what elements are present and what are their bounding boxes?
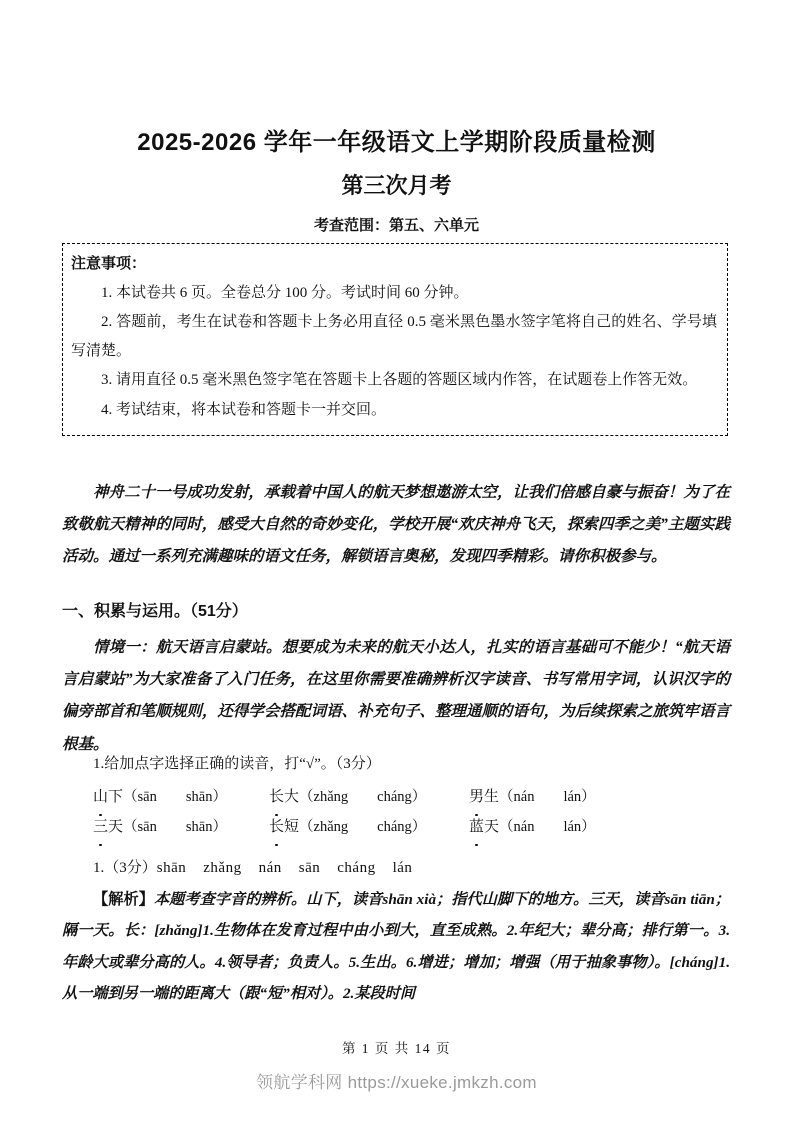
- analysis-text: 本题考查字音的辨析。山下，读音shān xià；指代山脚下的地方。三天，读音sān tiān；隔一天。长：[zhǎng]1.生物体在发育过程中由小到大，直至成熟。2.年纪大；辈分高；排行第一。3.年龄大或辈分高的人。4.领导者；负责人。5.生出。6.增进；增加；增强（用于抽象事物）。[cháng]1.从一端到另一端的距离大（跟“短”相对）。2.某段时间: [62, 891, 730, 1002]
- answer-prefix: 1.（3分）: [93, 860, 157, 876]
- word-rest: 大: [284, 789, 300, 805]
- question-1-prompt: 1.给加点字选择正确的读音，打“√”。（3分）: [93, 756, 381, 772]
- site-watermark: 领航学科网 https://xueke.jmkzh.com: [256, 1073, 537, 1092]
- answer-pinyin-list: [157, 860, 430, 876]
- answer-pinyin: zhǎng: [203, 860, 242, 876]
- pinyin-item[interactable]: [269, 782, 469, 812]
- pinyin-options[interactable]: （sān shān）: [123, 819, 227, 835]
- answer-pinyin: shān: [156, 860, 187, 876]
- dotted-char: 山: [93, 782, 108, 812]
- situation-paragraph: 情境一：航天语言启蒙站。想要成为未来的航天小达人，扎实的语言基础可不能少！“航天语言启蒙站”为大家准备了入门任务，在这里你需要准确辨析汉字读音、书写常用字词，认识汉字的偏旁部首和笔顺规则，还得学会搭配词语、补充句子、整理通顺的语句，为后续探索之旅筑牢语言根基。: [62, 639, 730, 753]
- question-1-answer: [62, 856, 730, 882]
- dotted-char: 男: [469, 782, 484, 812]
- answer-pinyin: nán: [258, 860, 282, 876]
- page-title: 2025-2026 学年一年级语文上学期阶段质量检测: [137, 129, 656, 156]
- pinyin-row: [62, 812, 730, 842]
- intro-paragraph: 神舟二十一号成功发射，承载着中国人的航天梦想遨游太空，让我们倍感自豪与振奋！为了在致敬航天精神的同时，感受大自然的奇妙变化，学校开展“欢庆神舟飞天，探索四季之美”主题实践活动。通过一系列充满趣味的语文任务，解锁语言奥秘，发现四季精彩。请你积极参与。: [62, 484, 730, 566]
- page-subtitle: 第三次月考: [341, 172, 452, 198]
- pinyin-item[interactable]: [93, 782, 269, 812]
- answer-pinyin: sān: [298, 860, 321, 876]
- question-1-analysis: [62, 884, 730, 1009]
- pinyin-options[interactable]: （zhǎng cháng）: [299, 819, 427, 835]
- dotted-char: 蓝: [469, 812, 484, 842]
- question-1-choices: [62, 782, 730, 842]
- pinyin-item[interactable]: [469, 812, 629, 842]
- page-number-footer: 第 1 页 共 14 页: [341, 1041, 452, 1056]
- word-rest: 天: [484, 819, 500, 835]
- notice-item: 2. 答题前，考生在试卷和答题卡上务必用直径 0.5 毫米黑色墨水签字笔将自己的姓名、学号填写清楚。: [71, 313, 717, 359]
- pinyin-item[interactable]: [93, 812, 269, 842]
- pinyin-item[interactable]: [269, 812, 469, 842]
- dotted-char: 长: [269, 812, 284, 842]
- pinyin-options[interactable]: （sān shān）: [123, 789, 227, 805]
- pinyin-options[interactable]: （nán lán）: [499, 789, 596, 805]
- answer-pinyin: cháng: [337, 860, 376, 876]
- pinyin-options[interactable]: （zhǎng cháng）: [299, 789, 427, 805]
- dotted-char: 长: [269, 782, 284, 812]
- dotted-char: 三: [93, 812, 108, 842]
- notice-item: 1. 本试卷共 6 页。全卷总分 100 分。考试时间 60 分钟。: [101, 284, 469, 301]
- pinyin-row: [62, 782, 730, 812]
- word-rest: 天: [108, 819, 124, 835]
- section-heading: 一、积累与运用。（51分）: [62, 603, 248, 620]
- notice-item: 4. 考试结束，将本试卷和答题卡一并交回。: [101, 401, 387, 418]
- exam-scope: 考查范围：第五、六单元: [313, 217, 479, 234]
- notice-heading: 注意事项：: [71, 255, 147, 272]
- analysis-label: 【解析】: [93, 891, 154, 908]
- notice-item: 3. 请用直径 0.5 毫米黑色签字笔在答题卡上各题的答题区域内作答，在试题卷上作答无效。: [101, 372, 698, 389]
- answer-pinyin: lán: [392, 860, 413, 876]
- word-rest: 生: [484, 789, 500, 805]
- pinyin-options[interactable]: （nán lán）: [499, 819, 596, 835]
- notice-box: [62, 243, 728, 436]
- word-rest: 短: [284, 819, 300, 835]
- pinyin-item[interactable]: [469, 782, 629, 812]
- word-rest: 下: [108, 789, 124, 805]
